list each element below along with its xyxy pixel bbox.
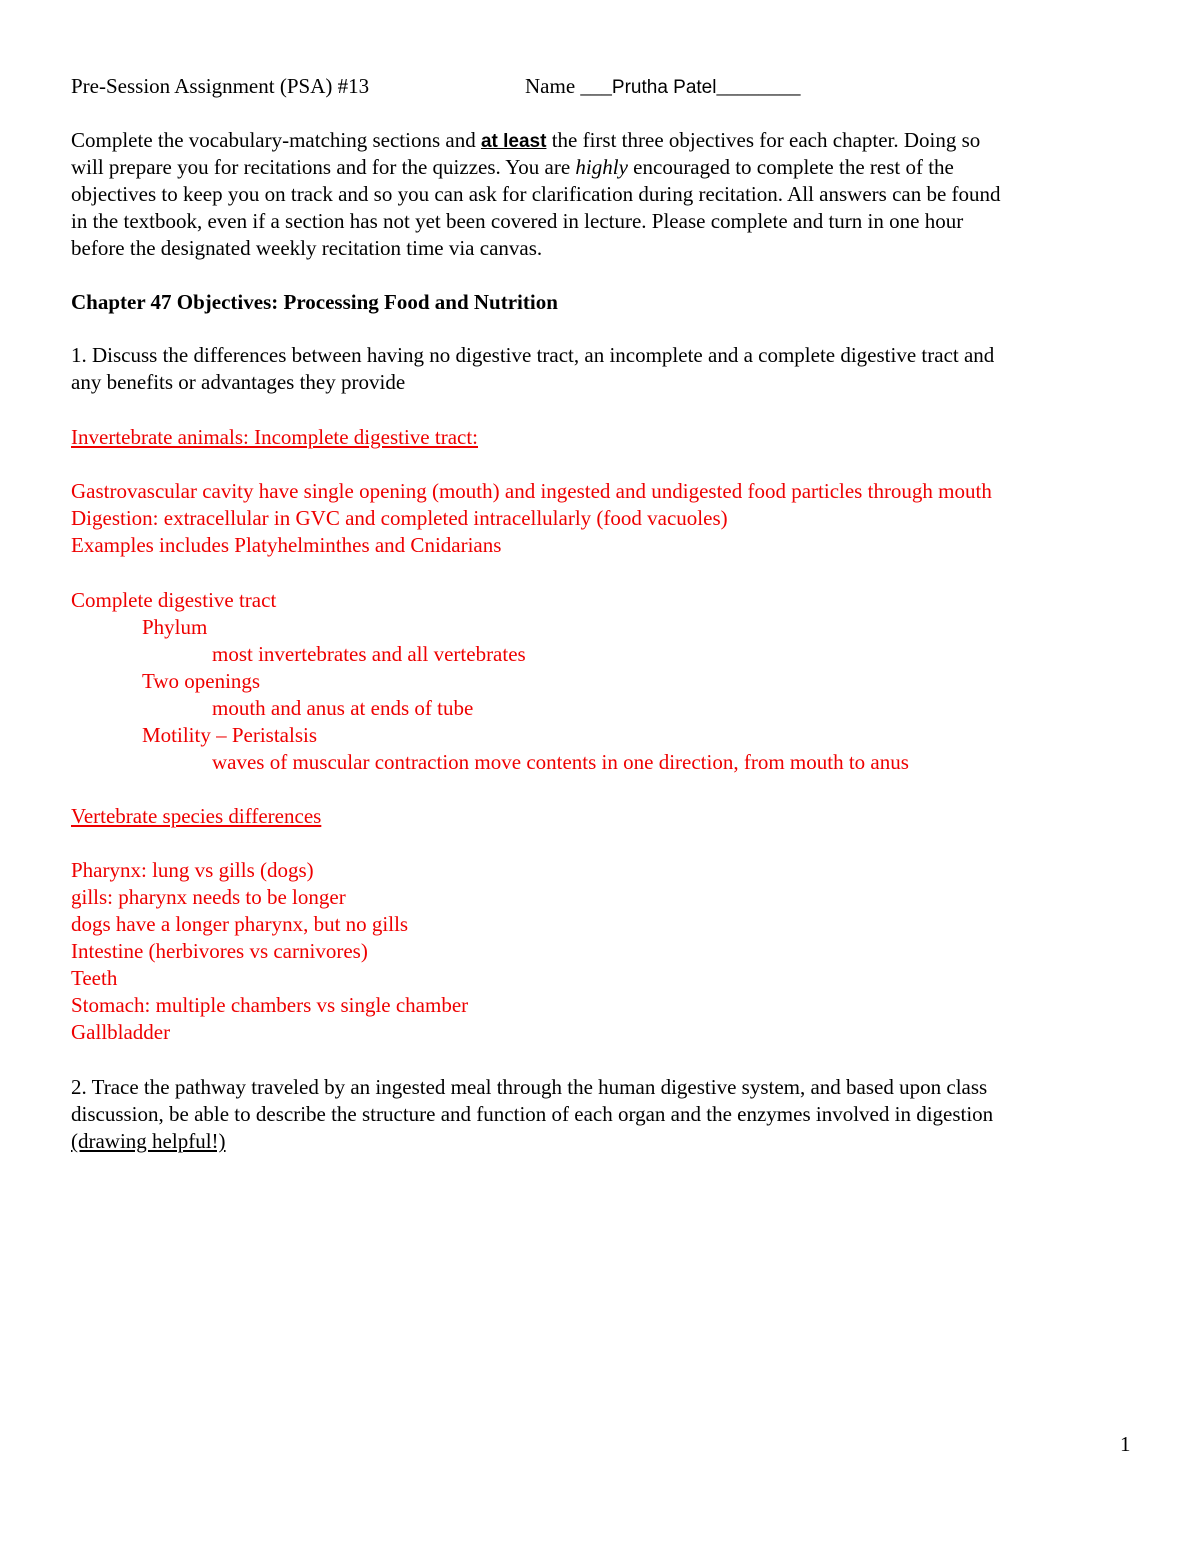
- vertebrate-line: Pharynx: lung vs gills (dogs): [71, 858, 314, 882]
- instructions-line-5: before the designated weekly recitation time via canvas.: [71, 236, 543, 260]
- instructions-line-4: in the textbook, even if a section has not yet been covered in lecture. Please complete and turn in one hour: [71, 209, 964, 233]
- chapter-heading: Chapter 47 Objectives: Processing Food and Nutrition: [71, 290, 558, 314]
- instructions-line-1: Complete the vocabulary-matching sections and at least the first three objectives for each chapter. Doing so: [71, 128, 981, 152]
- openings-label: Two openings: [142, 669, 261, 693]
- name-label: Name ___: [525, 74, 612, 98]
- name-value: Prutha Patel: [611, 77, 717, 98]
- instructions-line-3: objectives to keep you on track and so you can ask for clarification during recitation. All answers can be found: [71, 182, 1001, 206]
- vertebrate-line: Gallbladder: [71, 1020, 171, 1044]
- header-line: [71, 73, 369, 100]
- objective-2-line-3: (drawing helpful!): [71, 1129, 226, 1153]
- answer-line: Examples includes Platyhelminthes and Cnidarians: [71, 533, 502, 557]
- answer-line: Gastrovascular cavity have single opening (mouth) and ingested and undigested food particles through mouth: [71, 479, 992, 503]
- motility-value: waves of muscular contraction move contents in one direction, from mouth to anus: [212, 750, 909, 774]
- assignment-title: Pre-Session Assignment (PSA) #13: [71, 74, 370, 98]
- incomplete-tract-heading: Invertebrate animals: Incomplete digestive tract:: [71, 425, 478, 449]
- emphasis-highly: highly: [575, 155, 628, 179]
- vertebrate-line: Teeth: [71, 966, 118, 990]
- vertebrate-line: dogs have a longer pharynx, but no gills: [71, 912, 409, 936]
- phylum-value: most invertebrates and all vertebrates: [212, 642, 526, 666]
- phylum-label: Phylum: [142, 615, 208, 639]
- emphasis-at-least: at least: [480, 131, 547, 152]
- motility-label: Motility – Peristalsis: [142, 723, 318, 747]
- name-field: [525, 73, 800, 101]
- vertebrate-line: gills: pharynx needs to be longer: [71, 885, 346, 909]
- name-trail: ________: [716, 74, 801, 98]
- objective-2-line-1: 2. Trace the pathway traveled by an ingested meal through the human digestive system, and based upon class: [71, 1075, 988, 1099]
- answer-line: Digestion: extracellular in GVC and completed intracellularly (food vacuoles): [71, 506, 728, 530]
- complete-tract-heading: Complete digestive tract: [71, 588, 277, 612]
- vertebrate-heading: Vertebrate species differences: [71, 804, 322, 828]
- instructions-line-2: will prepare you for recitations and for the quizzes. You are highly encouraged to complete the rest of the: [71, 155, 954, 179]
- objective-1-line-1: 1. Discuss the differences between having no digestive tract, an incomplete and a complete digestive tract and: [71, 343, 995, 367]
- vertebrate-line: Intestine (herbivores vs carnivores): [71, 939, 368, 963]
- objective-1-line-2: any benefits or advantages they provide: [71, 370, 406, 394]
- openings-value: mouth and anus at ends of tube: [212, 696, 474, 720]
- page-number: 1: [1120, 1432, 1131, 1456]
- vertebrate-line: Stomach: multiple chambers vs single chamber: [71, 993, 469, 1017]
- objective-2-line-2: discussion, be able to describe the structure and function of each organ and the enzymes involved in digestion: [71, 1102, 994, 1126]
